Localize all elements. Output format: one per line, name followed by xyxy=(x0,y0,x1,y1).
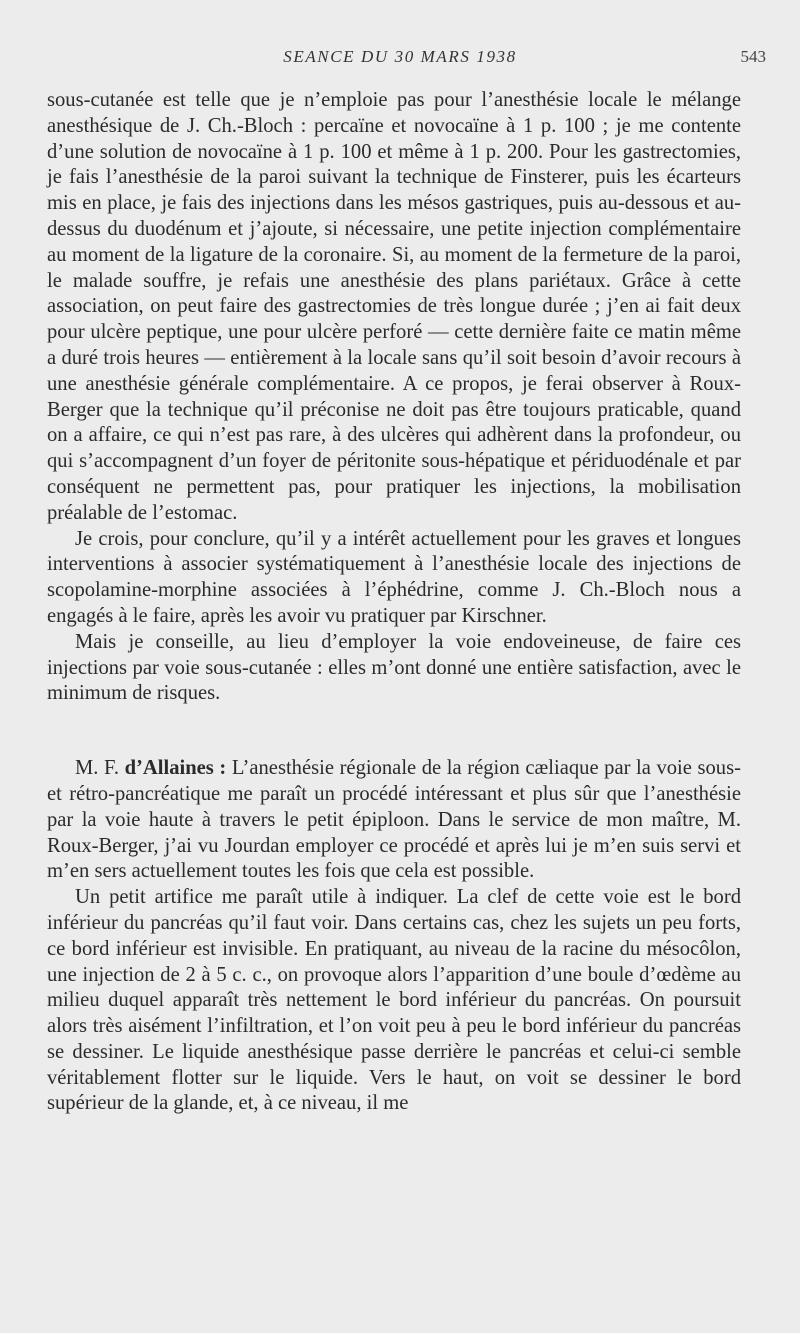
running-title: SEANCE DU 30 MARS 1938 xyxy=(283,47,517,66)
speaker-prefix: M. F. xyxy=(75,757,125,780)
paragraph-speaker-intervention xyxy=(47,756,741,885)
body-text xyxy=(47,88,741,1117)
paragraph-advice: Mais je conseille, au lieu d’employer la voie endoveineuse, de faire ces injections par voie sous-cutanée : elles m’ont donné une entière satisfaction, avec le minimum de risques. xyxy=(47,630,741,705)
speaker-name: d’Allaines : xyxy=(124,757,227,780)
running-header xyxy=(0,47,800,73)
speaker-statement: L’anesthésie régionale de la région cæliaque par la voie sous- et rétro-pancréatique me paraît un procédé intéressant et plus sûr que l’anesthésie par la voie haute à travers le petit épiploon. Dans le service de mon maître, M. Roux-Berger, j’ai vu Jourdan employer ce procédé et après lui je m’en suis servi et m’en sers actuellement toutes les fois que cela est possible. xyxy=(47,757,741,883)
paragraph-continued: sous-cutanée est telle que je n’emploie pas pour l’anesthésie locale le mélange anesthésique de J. Ch.-Bloch : percaïne et novocaïne à 1 p. 100 ; je me contente d’une solution de novocaïne à 1 p. 100 et même à 1 p. 200. Pour les gastrectomies, je fais l’anesthésie de la paroi suivant la technique de Finsterer, puis les écarteurs mis en place, je fais des injections dans les mésos gastriques, puis au-dessous et au-dessus du duodénum et j’ajoute, si nécessaire, une petite injection complémentaire au moment de la ligature de la coronaire. Si, au moment de la fermeture de la paroi, le malade souffre, je refais une anesthésie des plans pariétaux. Grâce à cette association, on peut faire des gastrectomies de très longue durée ; j’en ai fait deux pour ulcère peptique, une pour ulcère perforé — cette dernière faite ce matin même a duré trois heures — entièrement à la locale sans qu’il soit besoin d’avoir recours à une anesthésie générale complémentaire. A ce propos, je ferai observer à Roux-Berger que la technique qu’il préconise ne doit pas être toujours praticable, quand on a affaire, ce qui n’est pas rare, à des ulcères qui adhèrent dans la profondeur, ou qui s’accompagnent d’un foyer de péritonite sous-hépatique et périduodénale et par conséquent ne permettent pas, pour pratiquer les injections, la mobilisation préalable de l’estomac. xyxy=(47,89,741,524)
section-gap xyxy=(47,707,741,756)
paragraph-conclusion: Je crois, pour conclure, qu’il y a intérêt actuellement pour les graves et longues interventions à associer systématiquement à l’anesthésie locale des injections de scopolamine-morphine associées à l’éphédrine, comme J. Ch.-Bloch nous a engagés à le faire, après les avoir vu pratiquer par Kirschner. xyxy=(47,527,741,627)
page-number: 543 xyxy=(740,47,766,66)
paragraph-technique: Un petit artifice me paraît utile à indiquer. La clef de cette voie est le bord inférieur du pancréas qu’il faut voir. Dans certains cas, chez les sujets un peu forts, ce bord inférieur est invisible. En pratiquant, au niveau de la racine du mésocôlon, une injection de 2 à 5 c. c., on provoque alors l’apparition d’une boule d’œdème au milieu duquel apparaît très nettement le bord inférieur du pancréas. On poursuit alors très aisément l’infiltration, et l’on voit peu à peu le bord inférieur du pancréas se dessiner. Le liquide anesthésique passe derrière le pancréas et celui-ci semble véritablement flotter sur le liquide. Vers le haut, on voit se dessiner le bord supérieur de la glande, et, à ce niveau, il me xyxy=(47,886,741,1115)
